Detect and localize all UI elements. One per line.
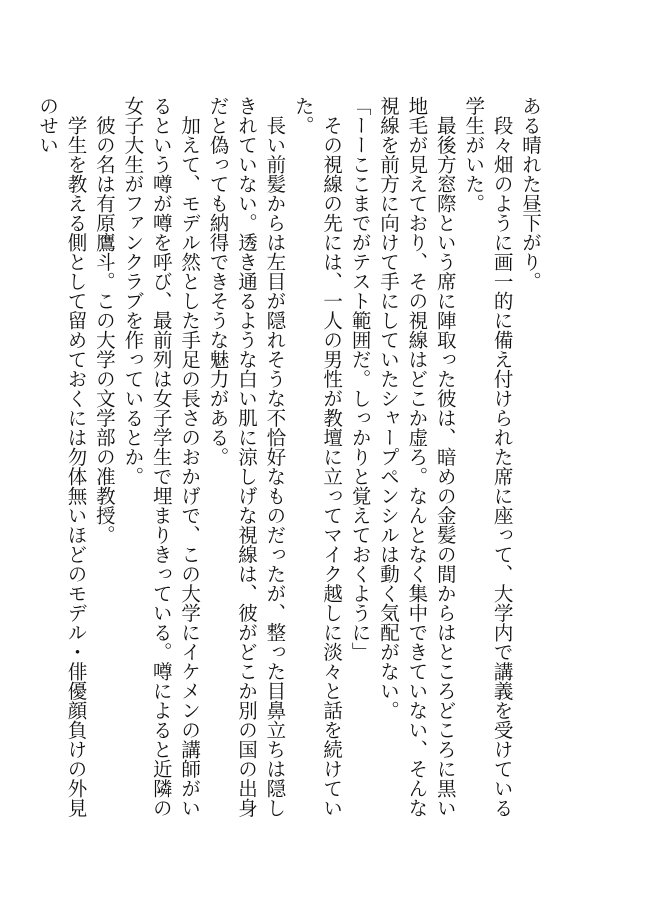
paragraph: 彼の名は有原鷹斗。この大学の文学部の准教授。 bbox=[92, 96, 116, 545]
paragraph: 段々畑のように画一的に備え付けられた席に座って、大学内で講義を受けている学生がいた。 bbox=[462, 96, 514, 818]
paragraph: 最後方窓際という席に陣取った彼は、暗めの金髪の間からはところどころに黒い地毛が見えており、その視線はどこか虚ろ。なんとなく集中できていない、そんな視線を前方に向けて手にしていたシャープペンシルは動く気配がない。 bbox=[376, 96, 457, 818]
paragraph: その視線の先には、一人の男性が教壇に立ってマイク越しに淡々と話を続けていた。 bbox=[291, 96, 344, 818]
paragraph: 加えて、モデル然とした手足の長さのおかげで、この大学にイケメンの講師がいるという噂が噂を呼び、最前列は女子学生で埋まりきっている。噂によると近隣の女子大生がファンクラブを作っているとか。 bbox=[121, 96, 202, 818]
dialogue-line: 「ーーここまでがテスト範囲だ。しっかりと覚えておくように」 bbox=[348, 96, 372, 662]
paragraph: 長い前髪からは左目が隠れそうな不恰好なものだったが、整った目鼻立ちは隠しきれていない。透き通るような白い肌に涼しげな視線は、彼がどこか別の国の出身だと偽っても納得できそうな魅力がある。 bbox=[206, 96, 287, 818]
novel-text-body bbox=[33, 96, 544, 818]
paragraph: 学生を教える側として留めておくには勿体無いほどのモデル・俳優顔負けの外見のせい bbox=[36, 96, 88, 818]
paragraph: ある晴れた昼下がり。 bbox=[519, 96, 542, 291]
